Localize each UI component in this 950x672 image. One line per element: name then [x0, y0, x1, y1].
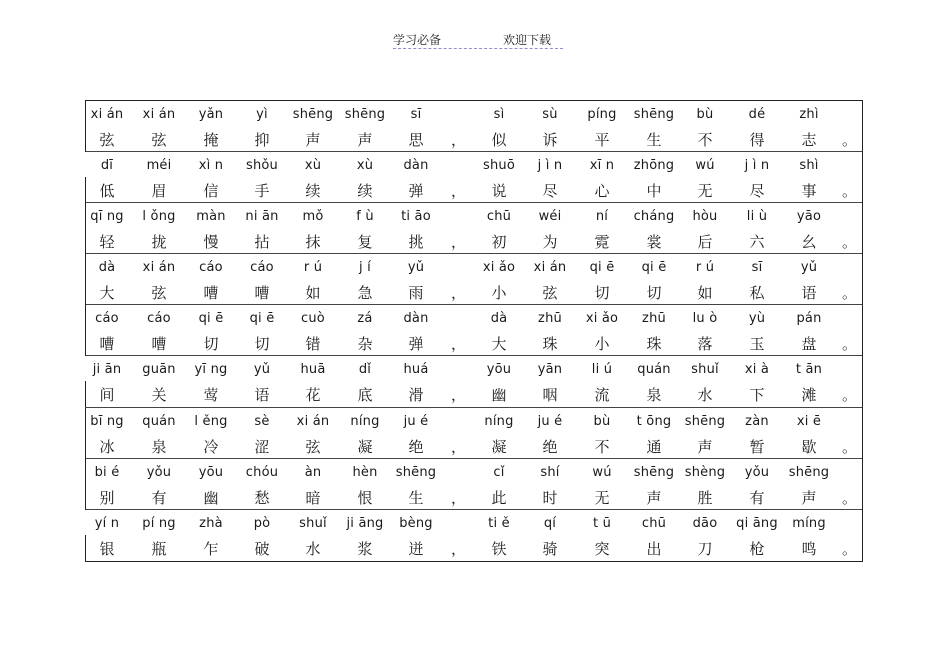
pinyin-text: xī n: [589, 158, 615, 174]
pinyin-text: dà: [490, 311, 508, 327]
pinyin-text: ji ān: [92, 362, 122, 378]
pinyin-text: xi án: [142, 260, 176, 276]
period-punctuation: 。: [842, 437, 858, 456]
hanzi-character: 无: [697, 182, 713, 201]
pinyin-text: ni ān: [245, 209, 279, 225]
comma-punctuation: ，: [451, 131, 467, 149]
pinyin-text: j ì n: [744, 158, 770, 174]
pinyin-text: ní: [595, 209, 609, 225]
hanzi-character: 尽: [542, 182, 558, 201]
comma-punctuation: ，: [451, 182, 467, 201]
pinyin-text: quán: [142, 413, 176, 429]
pinyin-text: qí: [543, 515, 557, 531]
hanzi-character: 续: [357, 182, 373, 201]
pinyin-text: bù: [593, 413, 611, 429]
period-punctuation: 。: [842, 386, 858, 405]
pinyin-text: sī: [410, 107, 422, 122]
hanzi-character: 事: [801, 182, 817, 201]
hanzi-character: 滑: [408, 386, 424, 405]
hanzi-character: 尽: [749, 182, 765, 201]
pinyin-text: quán: [637, 362, 671, 378]
pinyin-text: shēng: [788, 464, 830, 480]
comma-punctuation: ，: [451, 386, 467, 405]
pinyin-text: yī ng: [194, 362, 228, 378]
pinyin-text: shēng: [395, 464, 437, 480]
comma-punctuation: ，: [451, 284, 467, 303]
hanzi-character: 幽: [203, 488, 219, 507]
pinyin-text: ju é: [537, 413, 563, 429]
pinyin-text: qi ē: [198, 311, 224, 327]
hanzi-character: 别: [99, 488, 115, 507]
hanzi-character: 冰: [99, 437, 115, 456]
hanzi-character: 声: [646, 488, 662, 507]
poem-row: [85, 152, 862, 203]
pinyin-text: shì: [799, 158, 819, 174]
hanzi-character: 语: [801, 284, 817, 303]
hanzi-character: 破: [254, 539, 270, 558]
pinyin-text: yǔ: [800, 260, 818, 276]
hanzi-character: 切: [254, 335, 270, 354]
pinyin-text: zhà: [199, 515, 223, 531]
pinyin-text: pò: [253, 515, 271, 531]
pinyin-text: píng: [587, 107, 617, 122]
pinyin-text: yǒu: [146, 464, 172, 480]
pinyin-text: t ōng: [636, 413, 672, 429]
poem-row: [85, 459, 862, 510]
pinyin-text: ju é: [403, 413, 429, 429]
comma-punctuation: ，: [451, 335, 467, 354]
pinyin-text: shēng: [292, 107, 334, 122]
hanzi-character: 突: [594, 539, 610, 558]
pinyin-text: dǐ: [358, 362, 372, 378]
hanzi-character: 铁: [491, 539, 507, 558]
hanzi-character: 玉: [749, 335, 765, 354]
hanzi-character: 生: [408, 488, 424, 507]
hanzi-character: 急: [357, 284, 373, 303]
pinyin-text: qi āng: [736, 515, 778, 531]
pinyin-text: li ù: [746, 209, 768, 225]
pinyin-text: bù: [696, 107, 714, 122]
pinyin-text: xi ē: [796, 413, 822, 429]
hanzi-character: 弹: [408, 335, 424, 354]
hanzi-character: 挑: [408, 233, 424, 252]
hanzi-character: 弦: [99, 131, 115, 149]
hanzi-character: 声: [305, 131, 321, 149]
hanzi-character: 弦: [151, 284, 167, 303]
hanzi-character: 迸: [408, 539, 424, 558]
hanzi-character: 声: [357, 131, 373, 149]
hanzi-character: 心: [594, 182, 610, 201]
hanzi-character: 冷: [203, 437, 219, 456]
pinyin-text: yān: [537, 362, 563, 378]
pinyin-text: shēng: [633, 464, 675, 480]
hanzi-character: 时: [542, 488, 558, 507]
pinyin-text: shí: [540, 464, 560, 480]
hanzi-character: 掩: [203, 131, 219, 149]
pinyin-text: cáo: [147, 311, 171, 327]
pinyin-text: hòu: [692, 209, 718, 225]
hanzi-character: 愁: [254, 488, 270, 507]
pinyin-text: j ì n: [537, 158, 563, 174]
pinyin-text: j í: [359, 260, 371, 276]
pinyin-text: qi ē: [641, 260, 667, 276]
pinyin-text: xi án: [296, 413, 330, 429]
hanzi-character: 咽: [542, 386, 558, 405]
pinyin-text: yōu: [198, 464, 224, 480]
hanzi-character: 嘈: [99, 335, 115, 354]
hanzi-character: 生: [646, 131, 662, 149]
hanzi-character: 私: [749, 284, 765, 303]
hanzi-character: 下: [749, 386, 765, 405]
poem-row: [85, 510, 862, 561]
hanzi-character: 出: [646, 539, 662, 558]
hanzi-character: 盘: [801, 335, 817, 354]
hanzi-character: 初: [491, 233, 507, 252]
pinyin-text: sè: [254, 413, 270, 429]
hanzi-character: 刀: [697, 539, 713, 558]
hanzi-character: 如: [305, 284, 321, 303]
hanzi-character: 暗: [305, 488, 321, 507]
header-left-text: 学习必备: [393, 33, 442, 47]
hanzi-character: 珠: [542, 335, 558, 354]
pinyin-text: xi án: [533, 260, 567, 276]
hanzi-character: 志: [801, 131, 817, 149]
hanzi-character: 瓶: [151, 539, 167, 558]
period-punctuation: 。: [842, 131, 858, 149]
pinyin-text: yì: [256, 107, 268, 122]
pinyin-text: f ù: [356, 209, 374, 225]
hanzi-character: 银: [99, 539, 115, 558]
hanzi-character: 嘈: [254, 284, 270, 303]
pinyin-text: shǒu: [245, 158, 278, 174]
pinyin-text: àn: [304, 464, 322, 480]
period-punctuation: 。: [842, 284, 858, 303]
pinyin-text: dī: [100, 158, 114, 174]
hanzi-character: 枪: [749, 539, 765, 558]
hanzi-character: 弦: [542, 284, 558, 303]
hanzi-character: 落: [697, 335, 713, 354]
hanzi-character: 幺: [801, 233, 817, 252]
hanzi-character: 凝: [357, 437, 373, 456]
hanzi-character: 拈: [254, 233, 270, 252]
hanzi-character: 有: [151, 488, 167, 507]
pinyin-text: ti ě: [488, 515, 510, 531]
hanzi-character: 不: [594, 437, 610, 456]
hanzi-character: 泉: [151, 437, 167, 456]
pinyin-text: níng: [484, 413, 514, 429]
hanzi-character: 诉: [542, 131, 558, 149]
comma-punctuation: ，: [451, 488, 467, 507]
hanzi-character: 抑: [254, 131, 270, 149]
hanzi-character: 小: [491, 284, 507, 303]
hanzi-character: 似: [491, 131, 507, 149]
hanzi-character: 弦: [151, 131, 167, 149]
pinyin-text: xù: [356, 158, 374, 174]
pinyin-text: bi é: [94, 464, 120, 480]
pinyin-text: l ěng: [194, 413, 228, 429]
hanzi-character: 切: [646, 284, 662, 303]
pinyin-text: méi: [146, 158, 172, 174]
poem-row: [85, 203, 862, 254]
hanzi-character: 声: [801, 488, 817, 507]
hanzi-character: 关: [151, 386, 167, 405]
pinyin-text: qi ē: [249, 311, 275, 327]
pinyin-text: màn: [196, 209, 226, 225]
pinyin-text: sī: [751, 260, 763, 276]
pinyin-text: yāo: [796, 209, 822, 225]
hanzi-character: 得: [749, 131, 765, 149]
pinyin-text: qī ng: [90, 209, 124, 225]
hanzi-character: 切: [594, 284, 610, 303]
hanzi-character: 轻: [99, 233, 115, 252]
pinyin-text: shuǐ: [691, 362, 719, 378]
hanzi-character: 如: [697, 284, 713, 303]
pinyin-text: xi ǎo: [585, 311, 619, 327]
pinyin-text: lu ò: [692, 311, 718, 327]
hanzi-character: 暂: [749, 437, 765, 456]
pinyin-text: zhū: [642, 311, 666, 327]
hanzi-character: 绝: [408, 437, 424, 456]
pinyin-text: mǒ: [302, 209, 324, 225]
hanzi-character: 涩: [254, 437, 270, 456]
hanzi-character: 嘈: [203, 284, 219, 303]
hanzi-character: 胜: [697, 488, 713, 507]
hanzi-character: 鸣: [801, 539, 817, 558]
poem-row: [85, 356, 862, 407]
hanzi-character: 慢: [203, 233, 219, 252]
poem-row: [85, 254, 862, 305]
hanzi-character: 后: [697, 233, 713, 252]
hanzi-character: 水: [305, 539, 321, 558]
hanzi-character: 此: [491, 488, 507, 507]
pinyin-text: cáo: [95, 311, 119, 327]
poem-row: [85, 305, 862, 356]
hanzi-character: 乍: [203, 539, 219, 558]
hanzi-character: 弦: [305, 437, 321, 456]
hanzi-character: 雨: [408, 284, 424, 303]
period-punctuation: 。: [842, 539, 858, 558]
pinyin-text: cuò: [301, 311, 325, 327]
pinyin-text: wú: [592, 464, 612, 480]
pinyin-text: cáo: [199, 260, 223, 276]
pinyin-text: pí ng: [142, 515, 176, 531]
period-punctuation: 。: [842, 335, 858, 354]
pinyin-text: ji āng: [346, 515, 384, 531]
pinyin-text: yǒu: [744, 464, 770, 480]
poem-row: [85, 408, 862, 459]
hanzi-character: 幽: [491, 386, 507, 405]
hanzi-character: 弹: [408, 182, 424, 201]
hanzi-character: 语: [254, 386, 270, 405]
header-right-text: 欢迎下载: [503, 33, 552, 47]
pinyin-text: dāo: [692, 515, 718, 531]
period-punctuation: 。: [842, 488, 858, 507]
page-header: [393, 30, 563, 49]
pinyin-text: xì n: [198, 158, 224, 174]
pinyin-text: ti āo: [401, 209, 431, 225]
hanzi-character: 不: [697, 131, 713, 149]
pinyin-text: cǐ: [493, 464, 505, 480]
hanzi-character: 裳: [646, 233, 662, 252]
hanzi-character: 莺: [203, 386, 219, 405]
hanzi-character: 歇: [801, 437, 817, 456]
pinyin-text: chū: [486, 209, 512, 225]
poem-row: [85, 101, 862, 152]
hanzi-character: 中: [646, 182, 662, 201]
hanzi-character: 泉: [646, 386, 662, 405]
pinyin-text: zá: [357, 311, 373, 327]
pinyin-text: xi án: [142, 107, 176, 122]
hanzi-character: 平: [594, 131, 610, 149]
hanzi-character: 手: [254, 182, 270, 201]
hanzi-character: 水: [697, 386, 713, 405]
hanzi-character: 霓: [594, 233, 610, 252]
hanzi-character: 为: [542, 233, 558, 252]
pinyin-text: guān: [142, 362, 176, 378]
hanzi-character: 花: [305, 386, 321, 405]
comma-punctuation: ，: [451, 539, 467, 558]
hanzi-character: 声: [697, 437, 713, 456]
pinyin-text: zhū: [538, 311, 562, 327]
hanzi-character: 恨: [357, 488, 373, 507]
pinyin-text: shèng: [684, 464, 726, 480]
pinyin-text: shēng: [344, 107, 386, 122]
pinyin-text: l ǒng: [142, 209, 176, 225]
pinyin-text: yōu: [486, 362, 512, 378]
pinyin-text: xi án: [90, 107, 124, 122]
pinyin-text: cháng: [633, 209, 675, 225]
hanzi-character: 低: [99, 182, 115, 201]
poem-pinyin-table: [85, 100, 863, 562]
hanzi-character: 拢: [151, 233, 167, 252]
hanzi-character: 无: [594, 488, 610, 507]
pinyin-text: wéi: [538, 209, 562, 225]
period-punctuation: 。: [842, 182, 858, 201]
pinyin-text: yù: [748, 311, 766, 327]
pinyin-text: shuǐ: [299, 515, 327, 531]
pinyin-text: bī ng: [90, 413, 124, 429]
hanzi-character: 有: [749, 488, 765, 507]
pinyin-text: zhì: [799, 107, 819, 122]
pinyin-text: sì: [493, 107, 505, 122]
hanzi-character: 浆: [357, 539, 373, 558]
hanzi-character: 滩: [801, 386, 817, 405]
hanzi-character: 流: [594, 386, 610, 405]
hanzi-character: 底: [357, 386, 373, 405]
period-punctuation: 。: [842, 233, 858, 252]
pinyin-text: míng: [792, 515, 826, 531]
pinyin-text: chū: [641, 515, 667, 531]
pinyin-text: chóu: [245, 464, 279, 480]
pinyin-text: yǔ: [407, 260, 425, 276]
hanzi-character: 通: [646, 437, 662, 456]
pinyin-text: xi à: [744, 362, 770, 378]
pinyin-text: cáo: [250, 260, 274, 276]
pinyin-text: shuō: [482, 158, 515, 174]
pinyin-text: yǔ: [253, 362, 271, 378]
hanzi-character: 间: [99, 386, 115, 405]
hanzi-character: 复: [357, 233, 373, 252]
comma-punctuation: ，: [451, 437, 467, 456]
comma-punctuation: ，: [451, 233, 467, 252]
hanzi-character: 嘈: [151, 335, 167, 354]
pinyin-text: huá: [403, 362, 429, 378]
hanzi-character: 抹: [305, 233, 321, 252]
pinyin-text: t ān: [795, 362, 823, 378]
hanzi-character: 说: [491, 182, 507, 201]
pinyin-text: dàn: [403, 158, 429, 174]
hanzi-character: 杂: [357, 335, 373, 354]
hanzi-character: 珠: [646, 335, 662, 354]
hanzi-character: 续: [305, 182, 321, 201]
pinyin-text: bèng: [399, 515, 433, 531]
pinyin-text: shēng: [633, 107, 675, 122]
pinyin-text: r ú: [303, 260, 323, 276]
pinyin-text: huā: [300, 362, 326, 378]
pinyin-text: dàn: [403, 311, 429, 327]
pinyin-text: hèn: [352, 464, 378, 480]
pinyin-text: sù: [542, 107, 558, 122]
hanzi-character: 骑: [542, 539, 558, 558]
hanzi-character: 绝: [542, 437, 558, 456]
hanzi-character: 大: [491, 335, 507, 354]
hanzi-character: 六: [749, 233, 765, 252]
pinyin-text: shēng: [684, 413, 726, 429]
hanzi-character: 大: [99, 284, 115, 303]
pinyin-text: xi ǎo: [482, 260, 516, 276]
pinyin-text: dà: [98, 260, 116, 276]
hanzi-character: 眉: [151, 182, 167, 201]
hanzi-character: 小: [594, 335, 610, 354]
pinyin-text: dé: [748, 107, 766, 122]
hanzi-character: 信: [203, 182, 219, 201]
pinyin-text: xù: [304, 158, 322, 174]
pinyin-text: t ū: [592, 515, 612, 531]
pinyin-text: pán: [796, 311, 822, 327]
pinyin-text: wú: [695, 158, 715, 174]
pinyin-text: zhōng: [633, 158, 675, 174]
hanzi-character: 切: [203, 335, 219, 354]
hanzi-character: 凝: [491, 437, 507, 456]
pinyin-text: zàn: [745, 413, 769, 429]
pinyin-text: yí n: [94, 515, 120, 531]
pinyin-text: li ú: [591, 362, 613, 378]
hanzi-character: 错: [305, 335, 321, 354]
pinyin-text: r ú: [695, 260, 715, 276]
pinyin-text: níng: [350, 413, 380, 429]
pinyin-text: yǎn: [198, 107, 224, 122]
pinyin-text: qi ē: [589, 260, 615, 276]
hanzi-character: 思: [408, 131, 424, 149]
